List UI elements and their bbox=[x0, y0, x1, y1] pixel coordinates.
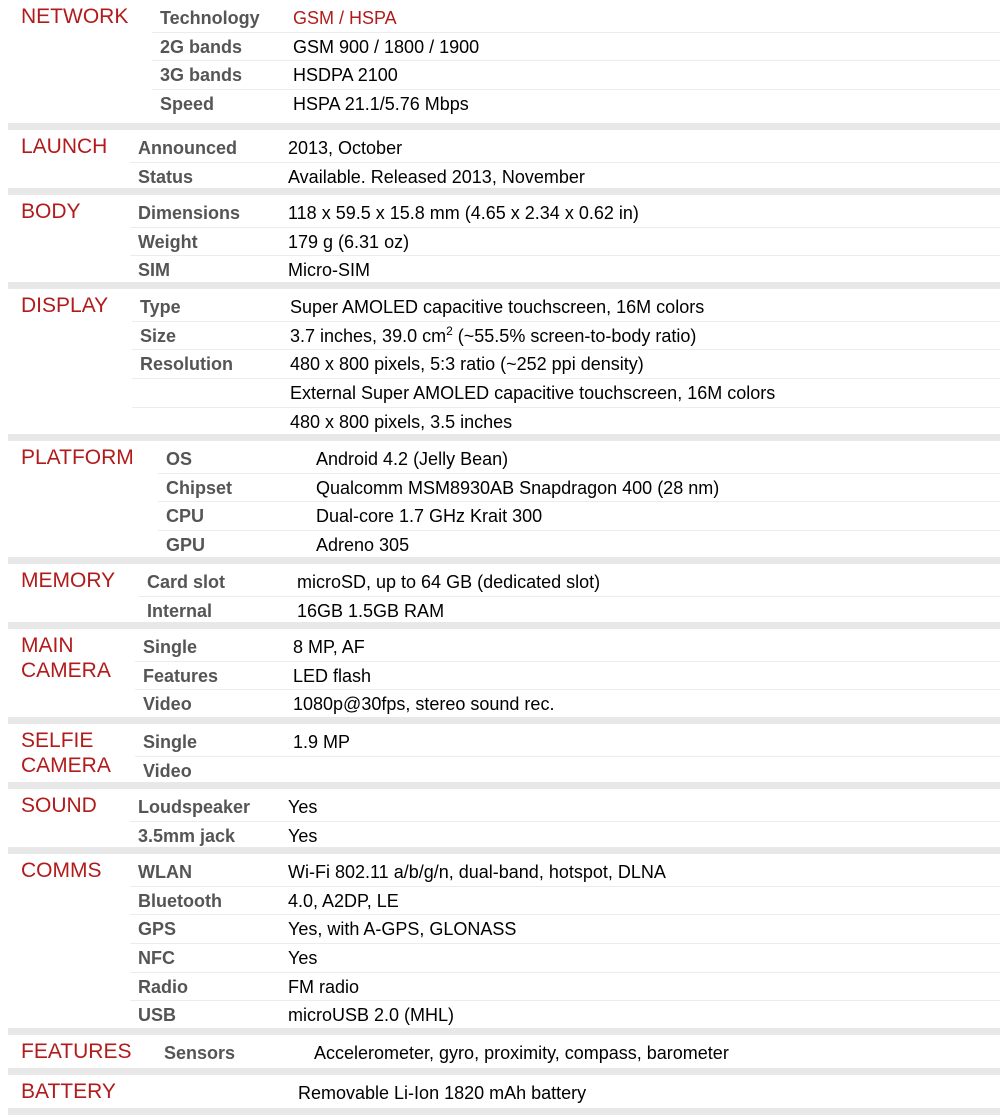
spec-row bbox=[8, 90, 1000, 119]
spec-section-network bbox=[8, 0, 1000, 123]
spec-row bbox=[8, 379, 1000, 408]
section-heading: COMMS bbox=[21, 859, 102, 882]
section-separator bbox=[8, 622, 1000, 629]
spec-row bbox=[8, 256, 1000, 285]
spec-value-text: 3.7 inches, 39.0 cm bbox=[290, 325, 447, 346]
spec-value-text: Micro-SIM bbox=[288, 260, 370, 281]
spec-label: 3.5mm jack bbox=[138, 825, 236, 846]
spec-value-superscript: 2 bbox=[446, 323, 453, 338]
spec-value bbox=[293, 636, 365, 658]
spec-section-sound bbox=[8, 789, 1000, 847]
spec-label: Internal bbox=[147, 600, 213, 621]
spec-value-text: HSPA 21.1/5.76 Mbps bbox=[293, 94, 469, 115]
spec-row bbox=[8, 350, 1000, 379]
spec-value-text: Dual-core 1.7 GHz Krait 300 bbox=[316, 506, 543, 527]
section-separator bbox=[8, 434, 1000, 441]
spec-row bbox=[8, 61, 1000, 90]
spec-label: Single bbox=[143, 732, 198, 752]
spec-row bbox=[8, 662, 1000, 691]
spec-value-text: 2013, October bbox=[288, 138, 403, 158]
section-separator bbox=[8, 1068, 1000, 1075]
spec-label: Card slot bbox=[147, 572, 226, 592]
spec-value-text: GSM 900 / 1800 / 1900 bbox=[293, 36, 480, 57]
spec-section-display bbox=[8, 289, 1000, 434]
spec-label: 3G bands bbox=[160, 65, 243, 86]
section-heading: BATTERY bbox=[21, 1080, 116, 1103]
spec-value-text: 16GB 1.5GB RAM bbox=[297, 600, 445, 621]
spec-row bbox=[8, 445, 1000, 474]
spec-value bbox=[316, 534, 409, 556]
spec-row bbox=[8, 1039, 1000, 1068]
spec-value-text: microSD, up to 64 GB (dedicated slot) bbox=[297, 572, 601, 592]
spec-value-text: Super AMOLED capacitive touchscreen, 16M colors bbox=[290, 297, 705, 317]
spec-row bbox=[8, 633, 1000, 662]
spec-label: Announced bbox=[138, 138, 237, 158]
spec-value bbox=[293, 64, 398, 86]
spec-value-text: 179 g (6.31 oz) bbox=[288, 231, 410, 252]
spec-value bbox=[288, 976, 359, 998]
section-separator bbox=[8, 188, 1000, 195]
spec-value bbox=[314, 1042, 729, 1064]
section-heading: BODY bbox=[21, 200, 81, 223]
spec-value bbox=[288, 947, 317, 969]
spec-section-battery bbox=[8, 1075, 1000, 1108]
spec-value bbox=[288, 890, 399, 912]
spec-section-selfie-camera bbox=[8, 724, 1000, 782]
spec-value-text: 480 x 800 pixels, 5:3 ratio (~252 ppi density) bbox=[290, 354, 644, 375]
spec-value-text: Adreno 305 bbox=[316, 535, 410, 556]
spec-value bbox=[288, 825, 317, 847]
spec-value-text: 118 x 59.5 x 15.8 mm (4.65 x 2.34 x 0.62 in) bbox=[288, 203, 639, 223]
spec-value-text: Wi-Fi 802.11 a/b/g/n, dual-band, hotspot, DLNA bbox=[288, 862, 666, 882]
spec-value bbox=[290, 296, 704, 318]
spec-value-text: Yes bbox=[288, 797, 318, 817]
spec-row bbox=[8, 199, 1000, 228]
section-heading: SOUND bbox=[21, 794, 97, 817]
spec-value-text: GSM / HSPA bbox=[293, 8, 397, 28]
spec-value-text: HSDPA 2100 bbox=[293, 65, 398, 86]
spec-value bbox=[288, 202, 639, 224]
spec-section-launch bbox=[8, 130, 1000, 188]
spec-label: Loudspeaker bbox=[138, 797, 251, 817]
section-separator bbox=[8, 1028, 1000, 1035]
spec-row bbox=[8, 408, 1000, 437]
spec-row bbox=[8, 793, 1000, 822]
spec-value-text: Removable Li-Ion 1820 mAh battery bbox=[298, 1083, 587, 1103]
spec-label: Chipset bbox=[166, 477, 233, 498]
spec-value bbox=[290, 325, 696, 347]
spec-value-text: FM radio bbox=[288, 976, 360, 997]
spec-label: OS bbox=[166, 449, 193, 469]
spec-row bbox=[8, 474, 1000, 503]
spec-value bbox=[293, 7, 397, 29]
spec-value-text: Yes bbox=[288, 948, 318, 969]
section-separator bbox=[8, 717, 1000, 724]
spec-row bbox=[8, 973, 1000, 1002]
spec-label: GPS bbox=[138, 919, 177, 940]
section-heading: MEMORY bbox=[21, 569, 116, 592]
spec-label: Video bbox=[143, 760, 192, 781]
spec-value bbox=[288, 918, 516, 940]
spec-row bbox=[8, 293, 1000, 322]
spec-value bbox=[288, 796, 317, 818]
section-separator bbox=[8, 782, 1000, 789]
spec-label: CPU bbox=[166, 506, 205, 527]
spec-label: Single bbox=[143, 637, 198, 657]
spec-value bbox=[297, 600, 444, 622]
section-heading: PLATFORM bbox=[21, 446, 134, 469]
spec-section-platform bbox=[8, 441, 1000, 557]
spec-value bbox=[293, 693, 554, 715]
spec-value bbox=[298, 1082, 586, 1104]
spec-label: Speed bbox=[160, 94, 215, 115]
spec-row bbox=[8, 915, 1000, 944]
section-heading: MAIN CAMERA bbox=[21, 634, 111, 682]
spec-value-text: 1080p@30fps, stereo sound rec. bbox=[293, 694, 555, 715]
section-heading: FEATURES bbox=[21, 1040, 132, 1063]
section-separator bbox=[8, 282, 1000, 289]
spec-row bbox=[8, 134, 1000, 163]
spec-section-comms bbox=[8, 854, 1000, 1028]
spec-row bbox=[8, 228, 1000, 257]
spec-value-text: 1.9 MP bbox=[293, 732, 351, 752]
spec-value bbox=[316, 477, 719, 499]
section-heading: NETWORK bbox=[21, 5, 129, 28]
spec-row bbox=[8, 728, 1000, 757]
spec-value-text-after: (~55.5% screen-to-body ratio) bbox=[452, 325, 697, 346]
spec-value bbox=[290, 382, 775, 404]
spec-label: SIM bbox=[138, 260, 171, 281]
spec-section-main-camera bbox=[8, 629, 1000, 717]
section-separator bbox=[8, 1108, 1000, 1115]
spec-row bbox=[8, 568, 1000, 597]
spec-row bbox=[8, 887, 1000, 916]
spec-value-text: 480 x 800 pixels, 3.5 inches bbox=[290, 411, 513, 432]
spec-row bbox=[8, 33, 1000, 62]
spec-value bbox=[293, 36, 479, 58]
spec-value-text: LED flash bbox=[293, 665, 372, 686]
section-separator bbox=[8, 847, 1000, 854]
spec-value bbox=[316, 448, 508, 470]
spec-value bbox=[288, 1004, 454, 1026]
section-separator bbox=[8, 557, 1000, 564]
spec-value-text: Qualcomm MSM8930AB Snapdragon 400 (28 nm) bbox=[316, 477, 720, 498]
spec-row bbox=[8, 322, 1000, 351]
spec-value-text: External Super AMOLED capacitive touchscreen, 16M colors bbox=[290, 383, 776, 404]
spec-label: Bluetooth bbox=[138, 890, 222, 911]
spec-label: Status bbox=[138, 166, 194, 187]
spec-row bbox=[8, 4, 1000, 33]
spec-label: Size bbox=[140, 325, 177, 346]
spec-label: Technology bbox=[160, 8, 260, 28]
spec-value bbox=[293, 731, 350, 753]
spec-label: Sensors bbox=[164, 1043, 236, 1063]
spec-label: Type bbox=[140, 297, 181, 317]
spec-value-text: Accelerometer, gyro, proximity, compass, barometer bbox=[314, 1043, 729, 1063]
spec-value-text: Yes, with A-GPS, GLONASS bbox=[288, 919, 517, 940]
spec-row bbox=[8, 531, 1000, 560]
spec-label: USB bbox=[138, 1005, 177, 1026]
spec-label: Weight bbox=[138, 231, 198, 252]
spec-row bbox=[8, 944, 1000, 973]
spec-value bbox=[288, 259, 370, 281]
spec-label: Video bbox=[143, 694, 192, 715]
spec-value bbox=[288, 861, 666, 883]
spec-label: Resolution bbox=[140, 354, 233, 375]
section-heading: DISPLAY bbox=[21, 294, 109, 317]
spec-label: WLAN bbox=[138, 862, 192, 882]
spec-row bbox=[8, 1079, 1000, 1108]
spec-value bbox=[316, 505, 542, 527]
spec-value-text: Android 4.2 (Jelly Bean) bbox=[316, 449, 509, 469]
section-heading: SELFIE CAMERA bbox=[21, 729, 111, 777]
spec-value bbox=[290, 353, 644, 375]
spec-value-text: 4.0, A2DP, LE bbox=[288, 890, 399, 911]
spec-value bbox=[297, 571, 600, 593]
spec-value bbox=[293, 93, 469, 115]
section-heading: LAUNCH bbox=[21, 135, 108, 158]
spec-value-text: Available. Released 2013, November bbox=[288, 166, 585, 187]
spec-label: Radio bbox=[138, 976, 189, 997]
spec-label: Dimensions bbox=[138, 203, 241, 223]
spec-row bbox=[8, 690, 1000, 719]
spec-section-memory bbox=[8, 564, 1000, 622]
spec-row bbox=[8, 858, 1000, 887]
spec-value bbox=[293, 665, 371, 687]
spec-row bbox=[8, 502, 1000, 531]
section-separator bbox=[8, 123, 1000, 130]
spec-value bbox=[288, 166, 585, 188]
spec-value-text: microUSB 2.0 (MHL) bbox=[288, 1005, 455, 1026]
spec-value bbox=[288, 137, 402, 159]
spec-value bbox=[290, 411, 512, 433]
spec-label: NFC bbox=[138, 948, 175, 969]
spec-value-text: Yes bbox=[288, 825, 318, 846]
spec-section-features bbox=[8, 1035, 1000, 1068]
spec-row bbox=[8, 1001, 1000, 1030]
spec-value bbox=[288, 231, 409, 253]
spec-label: 2G bands bbox=[160, 36, 243, 57]
spec-label: Features bbox=[143, 665, 219, 686]
spec-value-text: 8 MP, AF bbox=[293, 637, 365, 657]
spec-label: GPU bbox=[166, 535, 206, 556]
spec-section-body bbox=[8, 195, 1000, 282]
